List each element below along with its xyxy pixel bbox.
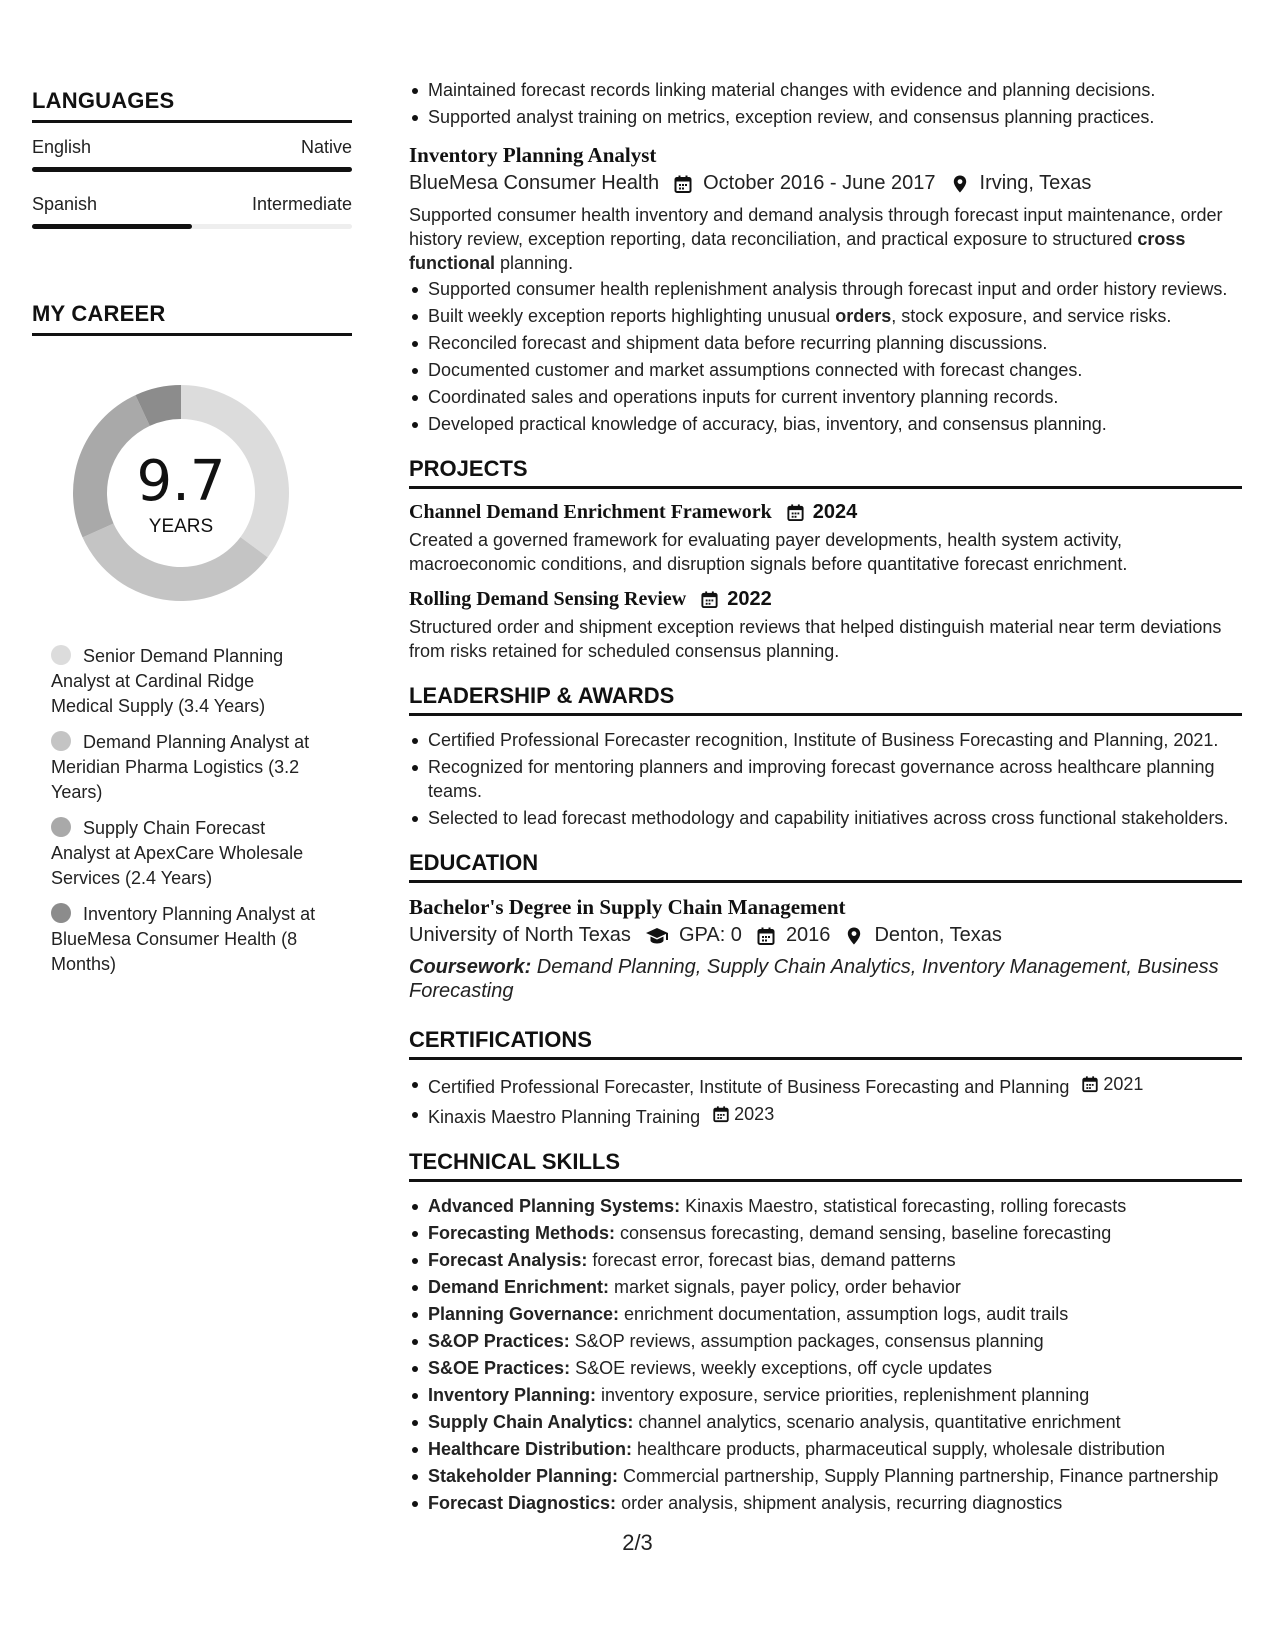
skill-item: Healthcare Distribution: healthcare products, pharmaceutical supply, wholesale distribution xyxy=(428,1437,1242,1461)
calendar-icon xyxy=(756,926,776,946)
project-year: 2022 xyxy=(727,588,772,610)
experience-entry xyxy=(409,143,1242,436)
legend-dot-icon xyxy=(51,903,71,923)
job-meta xyxy=(409,172,1242,195)
skill-item: S&OP Practices: S&OP reviews, assumption packages, consensus planning xyxy=(428,1329,1242,1353)
calendar-icon xyxy=(786,503,805,522)
certification-list xyxy=(409,1072,1242,1129)
career-legend xyxy=(51,644,321,977)
projects-heading: PROJECTS xyxy=(409,456,1242,489)
education-heading: EDUCATION xyxy=(409,850,1242,883)
certification-item: Kinaxis Maestro Planning Training 2023 xyxy=(428,1102,1242,1129)
bullet-item: Certified Professional Forecaster recognition, Institute of Business Forecasting and Planning, 2021. xyxy=(428,728,1242,752)
career-legend-label: Supply Chain Forecast Analyst at ApexCare Wholesale Services (2.4 Years) xyxy=(51,818,304,888)
career-legend-item xyxy=(51,816,321,891)
certification-year: 2023 xyxy=(734,1104,775,1124)
career-legend-item xyxy=(51,644,321,719)
page-number: 2/3 xyxy=(622,1530,653,1555)
job-title: Inventory Planning Analyst xyxy=(409,143,657,167)
languages-heading: LANGUAGES xyxy=(32,88,352,123)
legend-dot-icon xyxy=(51,817,71,837)
career-legend-item xyxy=(51,902,321,977)
bullet-item: Recognized for mentoring planners and improving forecast governance across healthcare planning teams. xyxy=(428,755,1242,803)
skill-item: Supply Chain Analytics: channel analytics, scenario analysis, quantitative enrichment xyxy=(428,1410,1242,1434)
bullet-item: Coordinated sales and operations inputs for current inventory planning records. xyxy=(428,385,1242,409)
bullet-item: Documented customer and market assumptions connected with forecast changes. xyxy=(428,358,1242,382)
career-heading: MY CAREER xyxy=(32,301,352,336)
skill-item: Planning Governance: enrichment documentation, assumption logs, audit trails xyxy=(428,1302,1242,1326)
language-item xyxy=(32,137,352,172)
technical-skills-heading: TECHNICAL SKILLS xyxy=(409,1149,1242,1182)
previous-job-bullets xyxy=(409,78,1242,129)
degree-title: Bachelor's Degree in Supply Chain Management xyxy=(409,895,846,919)
bullet-item: Selected to lead forecast methodology and capability initiatives across cross functional stakeholders. xyxy=(428,806,1242,830)
main-content xyxy=(409,78,1242,1518)
project-title: Channel Demand Enrichment Framework xyxy=(409,501,772,523)
skills-list xyxy=(409,1194,1242,1515)
calendar-icon xyxy=(673,174,693,194)
bullet-item: Developed practical knowledge of accuracy, bias, inventory, and consensus planning. xyxy=(428,412,1242,436)
career-total-years: 9.7 xyxy=(136,449,226,514)
language-name: Spanish xyxy=(32,194,98,214)
leadership-heading: LEADERSHIP & AWARDS xyxy=(409,683,1242,716)
language-item xyxy=(32,194,352,229)
job-location: Irving, Texas xyxy=(979,172,1092,194)
skill-item: Forecasting Methods: consensus forecasting, demand sensing, baseline forecasting xyxy=(428,1221,1242,1245)
skill-item: Forecast Diagnostics: order analysis, shipment analysis, recurring diagnostics xyxy=(428,1491,1242,1515)
language-level: Native xyxy=(300,137,352,157)
sidebar xyxy=(32,88,352,988)
bullet-item: Maintained forecast records linking material changes with evidence and planning decisions. xyxy=(428,78,1242,102)
job-summary: Supported consumer health inventory and demand analysis through forecast input maintenance, order history review, exception reporting, data reconciliation, and practical exposure to structured cross functional planning. xyxy=(409,205,1223,273)
language-list xyxy=(32,137,352,229)
school-location: Denton, Texas xyxy=(874,924,1002,946)
job-bullets xyxy=(409,277,1242,436)
calendar-icon xyxy=(712,1105,730,1123)
project-description: Structured order and shipment exception reviews that helped distinguish material near term deviations from risks retained for scheduled consensus planning. xyxy=(409,617,1222,661)
certification-year: 2021 xyxy=(1103,1074,1144,1094)
legend-dot-icon xyxy=(51,645,71,665)
job-company: BlueMesa Consumer Health xyxy=(409,172,660,194)
leadership-bullets xyxy=(409,728,1242,830)
coursework: Coursework: Demand Planning, Supply Chain Analytics, Inventory Management, Business Forecasting xyxy=(409,956,1219,1002)
calendar-icon xyxy=(700,590,719,609)
project-entry xyxy=(409,501,1242,576)
education-entry xyxy=(409,895,1242,1003)
skill-item: Demand Enrichment: market signals, payer policy, order behavior xyxy=(428,1275,1242,1299)
location-pin-icon xyxy=(844,926,864,946)
calendar-icon xyxy=(1081,1075,1099,1093)
language-name: English xyxy=(32,137,92,157)
language-proficiency-bar xyxy=(32,167,352,172)
job-dates: October 2016 - June 2017 xyxy=(703,172,936,194)
certifications-heading: CERTIFICATIONS xyxy=(409,1027,1242,1060)
gpa: GPA: 0 xyxy=(678,924,742,946)
language-level: Intermediate xyxy=(251,194,352,214)
bullet-item: Reconciled forecast and shipment data before recurring planning discussions. xyxy=(428,331,1242,355)
certification-item: Certified Professional Forecaster, Institute of Business Forecasting and Planning 2021 xyxy=(428,1072,1242,1099)
project-entry xyxy=(409,588,1242,663)
bullet-item: Built weekly exception reports highlighting unusual orders, stock exposure, and service risks. xyxy=(428,304,1242,328)
graduation-cap-icon xyxy=(645,926,669,946)
bullet-item: Supported analyst training on metrics, exception review, and consensus planning practices. xyxy=(428,105,1242,129)
education-meta xyxy=(409,924,1242,947)
career-total-unit: YEARS xyxy=(148,516,214,537)
project-description: Created a governed framework for evaluating payer developments, health system activity, macroeconomic conditions, and disruption signals before quantitative forecast enrichment. xyxy=(409,530,1128,574)
legend-dot-icon xyxy=(51,731,71,751)
career-legend-label: Senior Demand Planning Analyst at Cardinal Ridge Medical Supply (3.4 Years) xyxy=(51,646,284,716)
skill-item: Forecast Analysis: forecast error, forecast bias, demand patterns xyxy=(428,1248,1242,1272)
skill-item: S&OE Practices: S&OE reviews, weekly exceptions, off cycle updates xyxy=(428,1356,1242,1380)
language-proficiency-bar xyxy=(32,224,352,229)
career-legend-label: Demand Planning Analyst at Meridian Pharma Logistics (3.2 Years) xyxy=(51,732,310,802)
skill-item: Advanced Planning Systems: Kinaxis Maestro, statistical forecasting, rolling forecasts xyxy=(428,1194,1242,1218)
bullet-item: Supported consumer health replenishment analysis through forecast input and order history reviews. xyxy=(428,277,1242,301)
skill-item: Stakeholder Planning: Commercial partnership, Supply Planning partnership, Finance partnership xyxy=(428,1464,1242,1488)
graduation-year: 2016 xyxy=(785,924,831,946)
school-name: University of North Texas xyxy=(409,924,631,946)
project-title: Rolling Demand Sensing Review xyxy=(409,588,687,610)
career-donut-chart xyxy=(66,378,296,608)
career-legend-item xyxy=(51,730,321,805)
project-year: 2024 xyxy=(812,501,858,523)
career-section xyxy=(32,301,352,977)
location-pin-icon xyxy=(950,174,970,194)
career-legend-label: Inventory Planning Analyst at BlueMesa Consumer Health (8 Months) xyxy=(51,904,316,974)
skill-item: Inventory Planning: inventory exposure, service priorities, replenishment planning xyxy=(428,1383,1242,1407)
language-proficiency-fill xyxy=(32,224,192,229)
language-proficiency-fill xyxy=(32,167,352,172)
